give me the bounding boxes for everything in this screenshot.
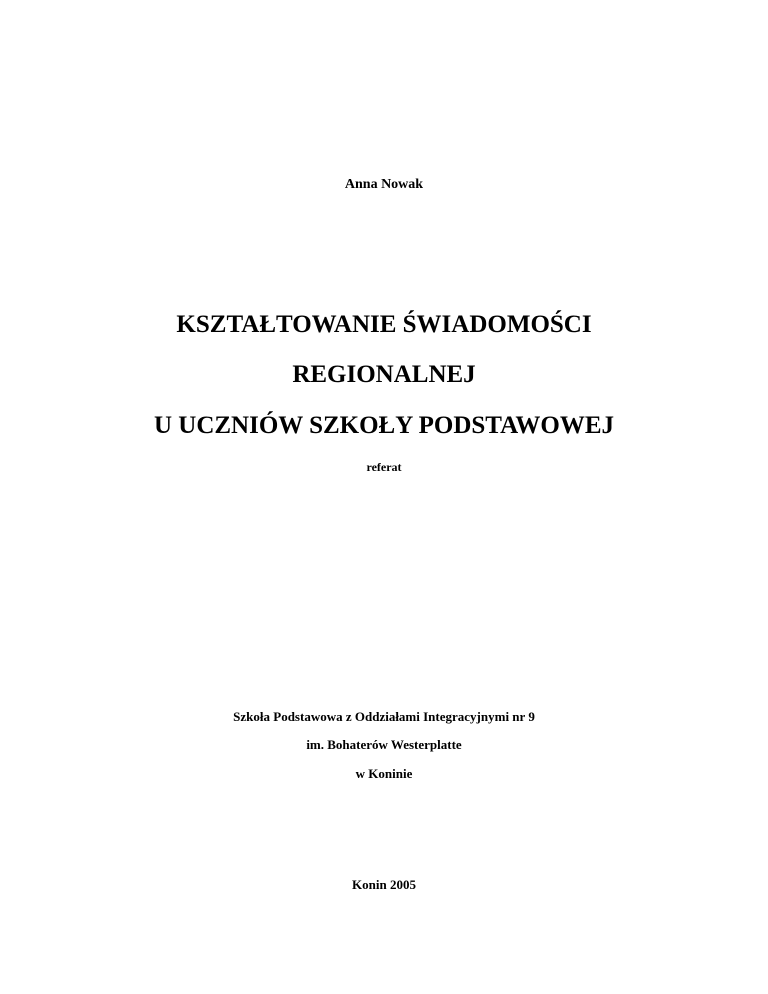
title-line-1: KSZTAŁTOWANIE ŚWIADOMOŚCI bbox=[176, 311, 592, 338]
title-line-2: REGIONALNEJ bbox=[292, 361, 476, 388]
author-name: Anna Nowak bbox=[344, 177, 424, 192]
title-line-3: U UCZNIÓW SZKOŁY PODSTAWOWEJ bbox=[153, 412, 615, 439]
document-type: referat bbox=[366, 460, 402, 474]
institution-line-1: Szkoła Podstawowa z Oddziałami Integracyjnymi nr 9 bbox=[233, 709, 535, 724]
institution-line-2: im. Bohaterów Westerplatte bbox=[306, 737, 462, 752]
place-and-year: Konin 2005 bbox=[352, 877, 416, 892]
institution-line-3: w Koninie bbox=[355, 766, 413, 781]
